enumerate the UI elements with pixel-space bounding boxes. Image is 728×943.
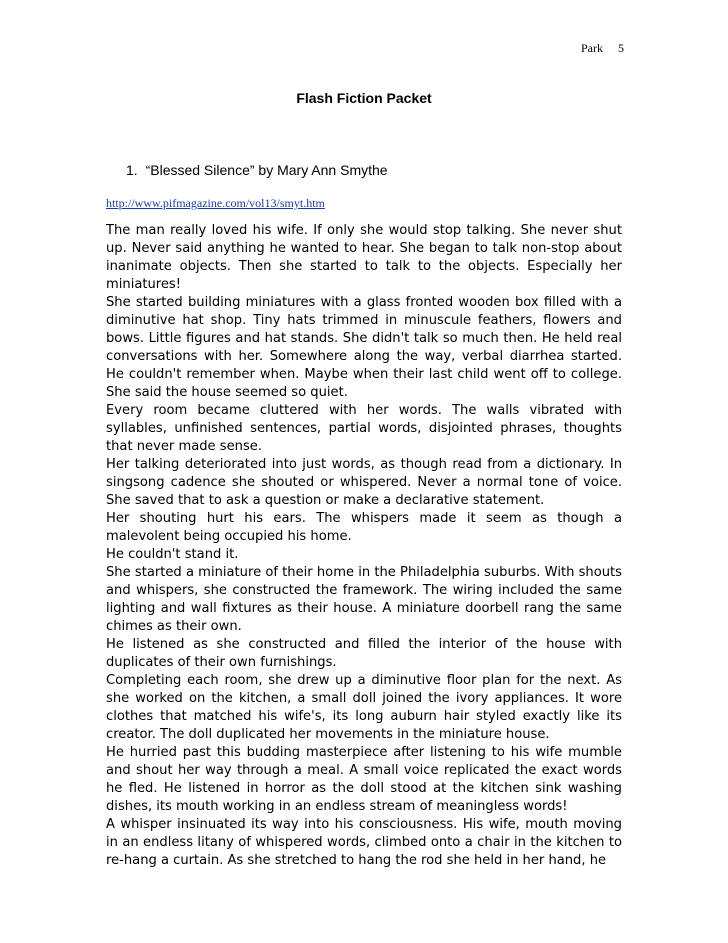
story-source-link[interactable]: http://www.pifmagazine.com/vol13/smyt.htm — [106, 196, 325, 210]
story-number: 1. — [126, 162, 138, 178]
paragraph: He hurried past this budding masterpiece after listening to his wife mumble and shout her way through a meal. A small voice replicated the exact words he fled. He listened in horror as the doll stood at the kitchen sink washing dishes, its mouth working in an endless stream of meaningless words! — [106, 745, 622, 814]
paragraph: Her talking deteriorated into just words, as though read from a dictionary. In singsong cadence she shouted or whispered. Never a normal tone of voice. She saved that to ask a question or make a declarative statement. — [106, 457, 622, 508]
page-header — [581, 40, 624, 56]
document-title: Flash Fiction Packet — [296, 90, 432, 106]
paragraph: He couldn't stand it. — [106, 547, 239, 562]
story-heading — [126, 160, 388, 180]
paragraph: The man really loved his wife. If only she would stop talking. She never shut up. Never said anything he wanted to hear. She began to talk non-stop about inanimate objects. Then she started to talk to the objects. Especially her miniatures! — [106, 223, 622, 292]
story-body — [106, 222, 622, 870]
header-author: Park — [581, 41, 603, 55]
story-title-author: “Blessed Silence” by Mary Ann Smythe — [145, 162, 388, 178]
paragraph: Completing each room, she drew up a diminutive floor plan for the next. As she worked on the kitchen, a small doll joined the ivory appliances. It wore clothes that matched his wife's, its long auburn hair styled exactly like its creator. The doll duplicated her movements in the miniature house. — [106, 673, 622, 742]
paragraph: She started a miniature of their home in the Philadelphia suburbs. With shouts and whispers, she constructed the framework. The wiring included the same lighting and wall fixtures as their house. A miniature doorbell rang the same chimes as their own. — [106, 565, 622, 634]
page-number: 5 — [618, 41, 624, 55]
paragraph: Every room became cluttered with her words. The walls vibrated with syllables, unfinished sentences, partial words, disjointed phrases, thoughts that never made sense. — [106, 403, 622, 454]
paragraph: She started building miniatures with a glass fronted wooden box filled with a diminutive hat shop. Tiny hats trimmed in minuscule feathers, flowers and bows. Little figures and hat stands. She didn't talk so much then. He held real conversations with her. Somewhere along the way, verbal diarrhea started. He couldn't remember when. Maybe when their last child went off to college. She said the house seemed so quiet. — [106, 295, 622, 400]
paragraph: He listened as she constructed and filled the interior of the house with duplicates of their own furnishings. — [106, 637, 622, 670]
paragraph: A whisper insinuated its way into his consciousness. His wife, mouth moving in an endless litany of whispered words, climbed onto a chair in the kitchen to re-hang a curtain. As she stretched to hang the rod she held in her hand, he — [106, 817, 622, 868]
paragraph: Her shouting hurt his ears. The whispers made it seem as though a malevolent being occupied his home. — [106, 511, 622, 544]
